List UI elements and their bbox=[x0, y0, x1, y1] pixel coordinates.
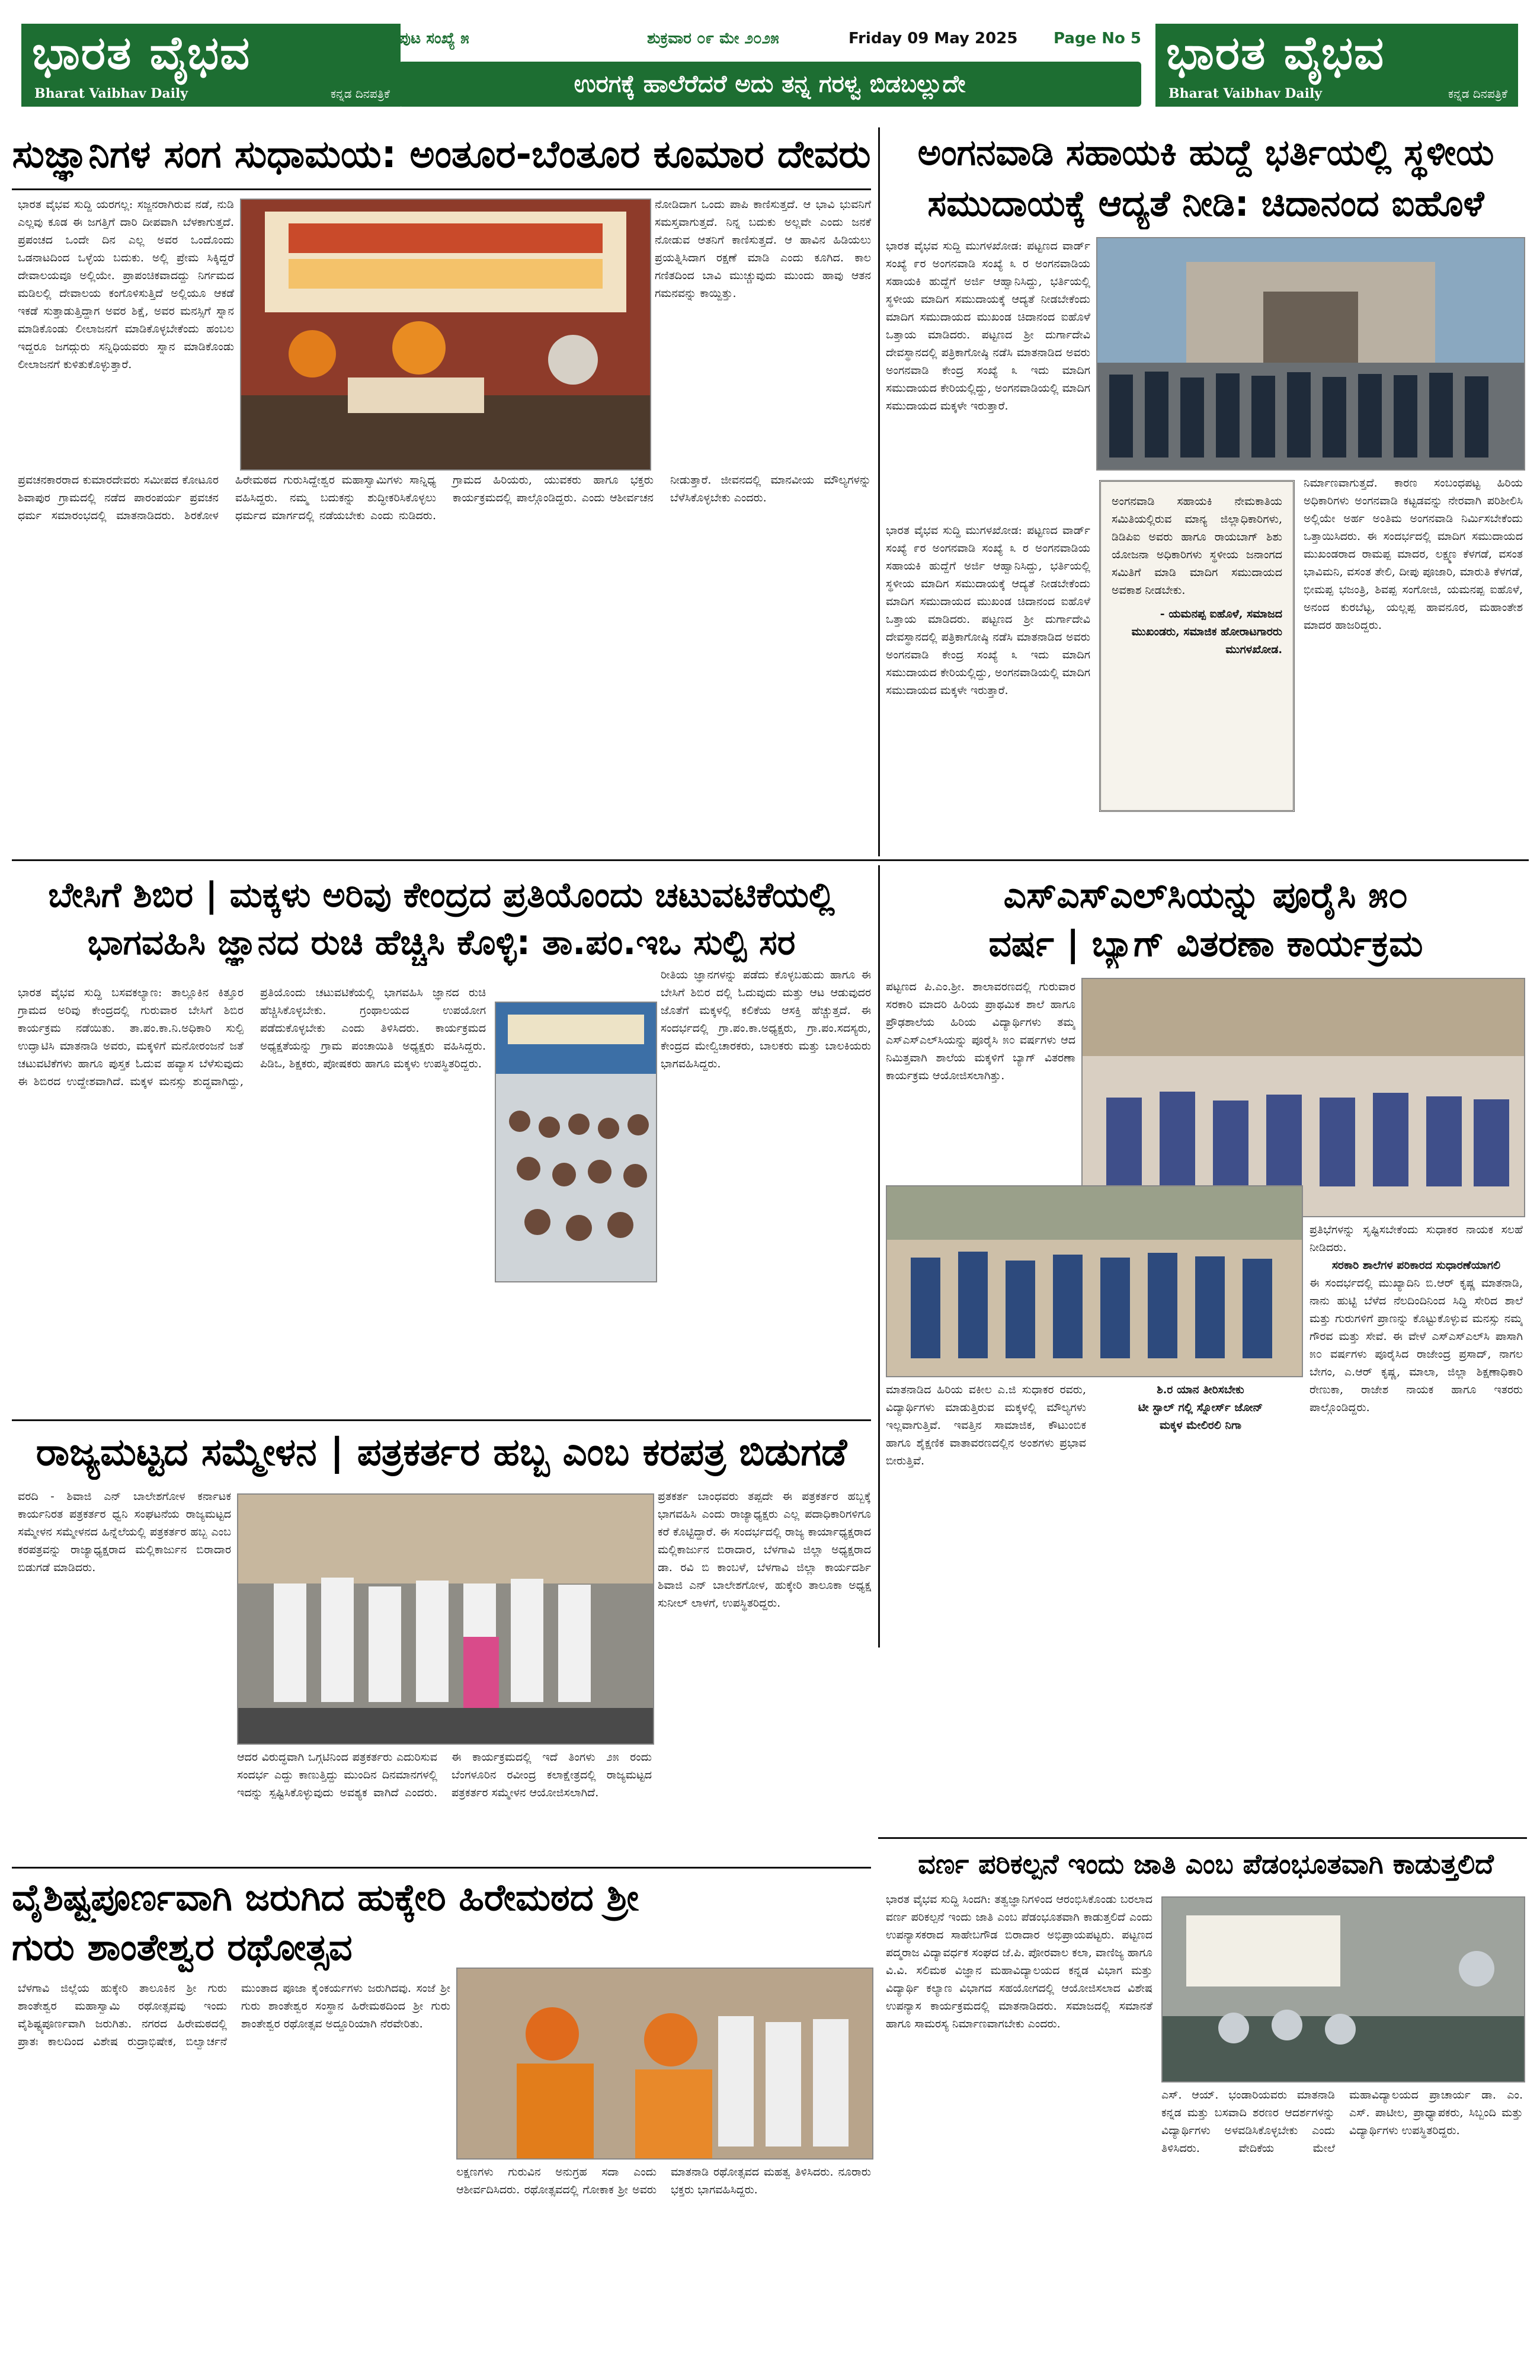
horizontal-divider bbox=[12, 1419, 871, 1421]
headline-a1: ಸುಜ್ಞಾನಿಗಳ ಸಂಗ ಸುಧಾಮಯ: ಅಂತೂರ-ಬೆಂತೂರ ಕೂಮಾರ ದೇವರು bbox=[12, 133, 871, 177]
masthead-subtitle-en-right: Bharat Vaibhav Daily bbox=[1168, 86, 1323, 101]
article-a3-body: ಭಾರತ ವೈಭವ ಸುದ್ದಿ ಬಸವಕಲ್ಯಾಣ: ತಾಲ್ಲೂಕಿನ ಕಿತ್ತೂರ ಗ್ರಾಮದ ಅರಿವು ಕೇಂದ್ರದಲ್ಲಿ ಗುರುವಾರ ಬೇಸಿಗೆ ಶಿಬಿರ ಕಾರ್ಯಕ್ರಮ ನಡೆಯಿತು. ತಾ.ಪಂ.ಕಾ.ನಿ.ಅಧಿಕಾರಿ ಸುಲ್ಪಿ ಉದ್ಘಾಟಿಸಿ ಮಾತನಾಡಿ ಅವರು, ಮಕ್ಕಳಿಗೆ ಮನೋರಂಜನೆ ಜತೆ ಚಟುವಟಿಕೆಗಳು ಹಾಗೂ ಪುಸ್ತಕ ಓದುವ ಹವ್ಯಾಸ ಬೆಳೆಸುವುದು ಈ ಶಿಬಿರದ ಉದ್ದೇಶವಾಗಿದೆ. ಮಕ್ಕಳ ಮನಸ್ಸು ಶುದ್ಧವಾಗಿದ್ದು, ಪ್ರತಿಯೊಂದು ಚಟುವಟಿಕೆಯಲ್ಲಿ ಭಾಗವಹಿಸಿ ಜ್ಞಾನದ ರುಚಿ ಹೆಚ್ಚಿಸಿಕೊಳ್ಳಬೇಕು. ಗ್ರಂಥಾಲಯದ ಉಪಯೋಗ ಪಡೆದುಕೊಳ್ಳಬೇಕು ಎಂದು ತಿಳಿಸಿದರು. ಕಾರ್ಯಕ್ರಮದ ಅಧ್ಯಕ್ಷತೆಯನ್ನು ಗ್ರಾಮ ಪಂಚಾಯಿತಿ ಅಧ್ಯಕ್ಷರು ವಹಿಸಿದ್ದರು. ಪಿಡಿಒ, ಶಿಕ್ಷಕರು, ಪೋಷಕರು ಹಾಗೂ ಮಕ್ಕಳು ಉಪಸ್ಥಿತರಿದ್ದರು. bbox=[18, 986, 486, 1088]
headline-a3-line2: ಭಾಗವಹಿಸಿ ಜ್ಞಾನದ ರುಚಿ ಹೆಚ್ಚಿಸಿ ಕೊಳ್ಳಿ: ತಾ.ಪಂ.ಇಒ ಸುಲ್ಪಿ ಸರ bbox=[87, 922, 796, 962]
article-a4-body: ಪಟ್ಟಣದ ಪಿ.ಎಂ.ಶ್ರೀ. ಶಾಲಾವರಣದಲ್ಲಿ ಗುರುವಾರ ಸರಕಾರಿ ಮಾದರಿ ಹಿರಿಯ ಪ್ರಾಥಮಿಕ ಶಾಲೆ ಹಾಗೂ ಪ್ರೌಢಶಾಲೆಯ ಹಿರಿಯ ವಿದ್ಯಾರ್ಥಿಗಳು ತಮ್ಮ ಎಸ್‌ಎಸ್‌ಎಲ್‌ಸಿಯನ್ನು ಪೂರೈಸಿ ೫೦ ವರ್ಷಗಳು ಆದ ನಿಮಿತ್ತವಾಗಿ ಶಾಲೆಯ ಮಕ್ಕಳಿಗೆ ಬ್ಯಾಗ್ ವಿತರಣಾ ಕಾರ್ಯಕ್ರಮ ಆಯೋಜಿಸಲಾಗಿತ್ತು. bbox=[886, 980, 1075, 1082]
headline-a4-line1: ಎಸ್‌ಎಸ್‌ಎಲ್‌ಸಿಯನ್ನು ಪೂರೈಸಿ ೫೦ bbox=[1003, 875, 1408, 916]
masthead-left bbox=[21, 24, 401, 107]
article-a2-body-mid: ಭಾರತ ವೈಭವ ಸುದ್ದಿ ಮುಗಳಖೋಡ: ಪಟ್ಟಣದ ವಾರ್ಡ್ ಸಂಖ್ಯೆ ೯ರ ಅಂಗನವಾಡಿ ಸಂಖ್ಯೆ ೩ ರ ಅಂಗನವಾಡಿಯ ಸಹಾಯಕಿ ಹುದ್ದೆಗೆ ಅರ್ಜಿ ಆಹ್ವಾನಿಸಿದ್ದು, ಭರ್ತಿಯಲ್ಲಿ ಸ್ಥಳೀಯ ಮಾದಿಗ ಸಮುದಾಯಕ್ಕೆ ಆದ್ಯತೆ ನೀಡಬೇಕೆಂದು ಮಾದಿಗ ಸಮುದಾಯದ ಮುಖಂಡ ಚಿದಾನಂದ ಐಹೊಳೆ ಒತ್ತಾಯ ಮಾಡಿದರು. ಪಟ್ಟಣದ ಶ್ರೀ ದುರ್ಗಾದೇವಿ ದೇವಸ್ಥಾನದಲ್ಲಿ ಪತ್ರಿಕಾಗೋಷ್ಠಿ ನಡೆಸಿ ಮಾತನಾಡಿದ ಅವರು ಅಂಗನವಾಡಿ ಕೇಂದ್ರ ಸಂಖ್ಯೆ ೩ ಇದು ಮಾದಿಗ ಸಮುದಾಯದ ಕೇರಿಯಲ್ಲಿದ್ದು, ಅಂಗನವಾಡಿಯಲ್ಲಿ ಮಾದಿಗ ಸಮುದಾಯದ ಮಕ್ಕಳೇ ಇರುತ್ತಾರೆ. bbox=[886, 524, 1090, 697]
page-number-en: Page No 5 bbox=[1054, 30, 1141, 47]
subhead-2: ಶಿ.ರ ಯಾನ ತೀರಿಸಬೇಕು bbox=[1157, 1383, 1244, 1396]
headline-a7: ವರ್ಣ ಪರಿಕಲ್ಪನೆ ಇಂದು ಜಾತಿ ಎಂಬ ಪೆಡಂಭೂತವಾಗಿ ಕಾಡುತ್ತಲಿದೆ bbox=[918, 1848, 1494, 1880]
masthead-right bbox=[1155, 24, 1518, 107]
subhead-1: ಸರಕಾರಿ ಶಾಲೆಗಳ ಪರಿಕಾರದ ಸುಧಾರಣೆಯಾಗಲಿ bbox=[1331, 1259, 1501, 1272]
masthead-subtitle-kn: ಕನ್ನಡ ದಿನಪತ್ರಿಕೆ bbox=[330, 87, 390, 101]
article-a5-body-left: ವರದಿ - ಶಿವಾಜಿ ಎನ್ ಬಾಲೇಶಗೋಳ ಕರ್ನಾಟಕ ಕಾರ್ಯನಿರತ ಪತ್ರಕರ್ತರ ಧ್ವನಿ ಸಂಘಟನೆಯ ರಾಜ್ಯಮಟ್ಟದ ಸಮ್ಮೇಳನ ಸಮ್ಮೇಳನದ ಹಿನ್ನೆಲೆಯಲ್ಲಿ ಪತ್ರಕರ್ತರ ಹಬ್ಬ ಎಂಬ ಕರಪತ್ರವನ್ನು ರಾಜ್ಯಾಧ್ಯಕ್ಷರಾದ ಮಲ್ಲಿಕಾರ್ಜುನ ಬಿರಾದಾರ ಬಿಡುಗಡೆ ಮಾಡಿದರು. bbox=[18, 1490, 231, 1574]
article-a5-body-right: ಪ್ರತಕರ್ತ ಬಾಂಧವರು ತಪ್ಪದೇ ಈ ಪತ್ರಕರ್ತರ ಹಬ್ಬಕ್ಕೆ ಭಾಗವಹಿಸಿ ಎಂದು ರಾಜ್ಯಾಧ್ಯಕ್ಷರು ಎಲ್ಲ ಪದಾಧಿಕಾರಿಗಳಿಗೂ ಕರೆ ಕೊಟ್ಟಿದ್ದಾರೆ. ಈ ಸಂದರ್ಭದಲ್ಲಿ ರಾಜ್ಯ ಕಾರ್ಯಾಧ್ಯಕ್ಷರಾದ ಮಲ್ಲಿಕಾರ್ಜುನ ಬಿರಾದಾರ, ಬೆಳಗಾವಿ ಜಿಲ್ಲಾ ಅಧ್ಯಕ್ಷರಾದ ಡಾ. ರವಿ ಬಿ ಕಾಂಬಳೆ, ಬೆಳಗಾವಿ ಜಿಲ್ಲಾ ಕಾರ್ಯದರ್ಶಿ ಶಿವಾಜಿ ಎನ್ ಬಾಲೇಶಗೋಳ, ಹುಕ್ಕೇರಿ ತಾಲೂಕಾ ಅಧ್ಯಕ್ಷ ಸುನೀಲ್ ಲಾಳಗೆ, ಉಪಸ್ಥಿತರಿದ್ದರು. bbox=[658, 1490, 871, 1610]
page-number-kn: ಪುಟ ಸಂಖ್ಯೆ ೫ bbox=[398, 30, 469, 47]
masthead-logo-right: ಭಾರತ ವೈಭವ bbox=[1166, 27, 1385, 80]
date-en: Friday 09 May 2025 bbox=[849, 30, 1018, 47]
headline-a2: ಅಂಗನವಾಡಿ ಸಹಾಯಕಿ ಹುದ್ದೆ ಭರ್ತಿಯಲ್ಲಿ ಸ್ಥಳೀಯ ಸಮುದಾಯಕ್ಕೆ ಆದ್ಯತೆ ನೀಡಿ: ಚಿದಾನಂದ ಐಹೊಳೆ bbox=[917, 132, 1494, 225]
masthead-subtitle-kn-right: ಕನ್ನಡ ದಿನಪತ್ರಿಕೆ bbox=[1448, 87, 1507, 101]
column-divider bbox=[878, 127, 880, 856]
article-a2-body-top: ಭಾರತ ವೈಭವ ಸುದ್ದಿ ಮುಗಳಖೋಡ: ಪಟ್ಟಣದ ವಾರ್ಡ್ ಸಂಖ್ಯೆ ೯ರ ಅಂಗನವಾಡಿ ಸಂಖ್ಯೆ ೩ ರ ಅಂಗನವಾಡಿಯ ಸಹಾಯಕಿ ಹುದ್ದೆಗೆ ಅರ್ಜಿ ಆಹ್ವಾನಿಸಿದ್ದು, ಭರ್ತಿಯಲ್ಲಿ ಸ್ಥಳೀಯ ಮಾದಿಗ ಸಮುದಾಯಕ್ಕೆ ಆದ್ಯತೆ ನೀಡಬೇಕೆಂದು ಮಾದಿಗ ಸಮುದಾಯದ ಮುಖಂಡ ಚಿದಾನಂದ ಐಹೊಳೆ ಒತ್ತಾಯ ಮಾಡಿದರು. ಪಟ್ಟಣದ ಶ್ರೀ ದುರ್ಗಾದೇವಿ ದೇವಸ್ಥಾನದಲ್ಲಿ ಪತ್ರಿಕಾಗೋಷ್ಠಿ ನಡೆಸಿ ಮಾತನಾಡಿದ ಅವರು ಅಂಗನವಾಡಿ ಕೇಂದ್ರ ಸಂಖ್ಯೆ ೩ ಇದು ಮಾದಿಗ ಸಮುದಾಯದ ಕೇರಿಯಲ್ಲಿದ್ದು, ಅಂಗನವಾಡಿಯಲ್ಲಿ ಮಾದಿಗ ಸಮುದಾಯದ ಮಕ್ಕಳೇ ಇರುತ್ತಾರೆ. bbox=[886, 239, 1090, 412]
horizontal-divider bbox=[12, 859, 1529, 861]
group-photo bbox=[1096, 237, 1525, 471]
quote-text: ಅಂಗನವಾಡಿ ಸಹಾಯಕಿ ನೇಮಕಾತಿಯ ಸಮಿತಿಯಲ್ಲಿರುವ ಮಾನ್ಯ ಜಿಲ್ಲಾಧಿಕಾರಿಗಳು, ಡಿಡಿಪಿಐ ಅವರು ಹಾಗೂ ರಾಯಬಾಗ್ ಶಿಶು ಯೋಜನಾ ಅಧಿಕಾರಿಗಳು ಸ್ಥಳೀಯ ಜನಾಂಗದ ಸಮಿತಿಗೆ ಮಾಡಿ ಮಾದಿಗ ಸಮುದಾಯದ ಅವಕಾಶ ನೀಡಬೇಕು. bbox=[1112, 495, 1282, 597]
headline-a5: ರಾಜ್ಯಮಟ್ಟದ ಸಮ್ಮೇಳನ | ಪತ್ರಕರ್ತರ ಹಬ್ಬ ಎಂಬ ಕರಪತ್ರ ಬಿಡುಗಡೆ bbox=[36, 1431, 847, 1474]
horizontal-divider bbox=[12, 1867, 871, 1869]
headline-a4-line2: ವರ್ಷ | ಬ್ಯಾಗ್ ವಿತರಣಾ ಕಾರ್ಯಕ್ರಮ bbox=[988, 923, 1423, 965]
masthead-subtitle-en: Bharat Vaibhav Daily bbox=[34, 86, 188, 101]
issue-info-bar bbox=[398, 24, 1141, 60]
article-a1-lower: ಪ್ರವಚನಕಾರರಾದ ಕುಮಾರದೇವರು ಸಮೀಪದ ಕೋಟೂರ ಶಿವಾಪುರ ಗ್ರಾಮದಲ್ಲಿ ನಡೆದ ಪಾರಂಪರ್ಯ ಪ್ರವಚನ ಧರ್ಮ ಸಮಾರಂಭದಲ್ಲಿ ಮಾತನಾಡಿದರು. ಶಿರಕೋಳ ಹಿರೇಮಠದ ಗುರುಸಿದ್ದೇಶ್ವರ ಮಹಾಸ್ವಾಮಿಗಳು ಸಾನ್ನಿಧ್ಯ ವಹಿಸಿದ್ದರು. ನಮ್ಮ ಬದುಕನ್ನು ಶುದ್ಧೀಕರಿಸಿಕೊಳ್ಳಲು ಧರ್ಮದ ಮಾರ್ಗದಲ್ಲಿ ನಡೆಯಬೇಕು ಎಂದು ನುಡಿದರು. ಗ್ರಾಮದ ಹಿರಿಯರು, ಯುವಕರು ಹಾಗೂ ಭಕ್ತರು ಕಾರ್ಯಕ್ರಮದಲ್ಲಿ ಪಾಲ್ಗೊಂಡಿದ್ದರು. ಎಂದು ಆಶೀರ್ವಚನ ನೀಡುತ್ತಾರೆ. ಜೀವನದಲ್ಲಿ ಮಾನವೀಯ ಮೌಲ್ಯಗಳನ್ನು ಬೆಳೆಸಿಕೊಳ್ಳಬೇಕು ಎಂದರು. bbox=[18, 474, 871, 522]
article-a5-body-mid: ಆದರ ವಿರುದ್ಧವಾಗಿ ಒಗ್ಗಟಿನಿಂದ ಪತ್ರಕರ್ತರು ಎದುರಿಸುವ ಸಂದರ್ಭ ಎದ್ದು ಕಾಣುತ್ತಿದ್ದು ಮುಂದಿನ ದಿನಮಾನಗಳಲ್ಲಿ ಇದನ್ನು ಸ್ಪಷ್ಟಿಸಿಕೊಳ್ಳುವುದು ಅವಶ್ಯಕ ವಾಗಿದೆ ಎಂದರು. ಈ ಕಾರ್ಯಕ್ರಮದಲ್ಲಿ ಇದೆ ತಿಂಗಳು ೨೫ ರಂದು ಬೆಂಗಳೂರಿನ ರವೀಂದ್ರ ಕಲಾಕ್ಷೇತ್ರದಲ್ಲಿ ರಾಜ್ಯಮಟ್ಟದ ಪತ್ರಕರ್ತರ ಸಮ್ಮೇಳನ ಆಯೋಜಿಸಲಾಗಿದೆ. bbox=[237, 1751, 652, 1799]
subhead-4: ಮಕ್ಕಳ ಮೇಲಿರಲಿ ನಿಗಾ bbox=[1159, 1419, 1242, 1432]
article-a7-body: ಭಾರತ ವೈಭವ ಸುದ್ದಿ ಸಿಂದಗಿ: ತತ್ವಜ್ಞಾನಿಗಳಿಂದ ಆರಂಭಿಸಿಕೊಂಡು ಬರಲಾದ ವರ್ಣ ಪರಿಕಲ್ಪನೆ ಇಂದು ಜಾತಿ ಎಂಬ ಪೆಡಂಭೂತವಾಗಿ ಕಾಡುತ್ತಲಿದೆ ಎಂದು ಉಪನ್ಯಾಸಕರಾದ ಸಾಹೇಬಗೌಡ ಬಿರಾದಾರ ಅಭಿಪ್ರಾಯಪಟ್ಟರು. ಪಟ್ಟಣದ ಪದ್ಮರಾಜ ವಿದ್ಯಾವರ್ಧಕ ಸಂಘದ ಜೆ.ಪಿ. ಪೋರವಾಲ ಕಲಾ, ವಾಣಿಜ್ಯ ಹಾಗೂ ವಿ.ವಿ. ಸಲಿಮಠ ವಿಜ್ಞಾನ ಮಹಾವಿದ್ಯಾಲಯದ ಕನ್ನಡ ವಿಭಾಗ ಮತ್ತು ವಿದ್ಯಾರ್ಥಿ ಕಲ್ಯಾಣ ವಿಭಾಗದ ಸಹಯೋಗದಲ್ಲಿ ಆಯೋಜಿಸಲಾದ ವಿಶೇಷ ಉಪನ್ಯಾಸ ಕಾರ್ಯಕ್ರಮದಲ್ಲಿ ಮಾತನಾಡಿದರು. ಸಮಾಜದಲ್ಲಿ ಸಮಾನತೆ ಹಾಗೂ ಸಾಮರಸ್ಯ ನಿರ್ಮಾಣವಾಗಬೇಕು ಎಂದರು. bbox=[886, 1893, 1152, 2030]
article-a2-body-bottom: ನಿರ್ಮಾಣವಾಗುತ್ತದೆ. ಕಾರಣ ಸಂಬಂಧಪಟ್ಟ ಹಿರಿಯ ಅಧಿಕಾರಿಗಳು ಅಂಗನವಾಡಿ ಕಟ್ಟಡವನ್ನು ನೇರವಾಗಿ ಪರಿಶೀಲಿಸಿ ಅಲ್ಲಿಯೇ ಅರ್ಹ ಅಂತಿಮ ಅಂಗನವಾಡಿ ನಿರ್ಮಿಸಬೇಕೆಂದು ಒತ್ತಾಯಿಸಿದರು. ಈ ಸಂದರ್ಭದಲ್ಲಿ ಮಾದಿಗ ಸಮುದಾಯದ ಮುಖಂಡರಾದ ರಾಮಪ್ಪ ಮಾದರ, ಲಕ್ಷ್ಮಣ ಕೆಳಗಡೆ, ವಸಂತ ಭಾವಿಮನಿ, ವಸಂತ ತೇಲಿ, ದೀಪು ಪೂಜಾರಿ, ಮಾರುತಿ ಕೆಳಗಡೆ, ಭೀಮಪ್ಪ ಭಜಂತ್ರಿ, ಶಿವಪ್ಪ ಸಂಗೋಜಿ, ಯಮನಪ್ಪ ಐಹೊಳೆ, ಅನಂದ ಕುರಬೆಟ್ಟ, ಯಲ್ಲಪ್ಪ ಹಾವನೂರ, ಮಹಾಂತೇಶ ಮಾದರ ಹಾಜರಿದ್ದರು. bbox=[1304, 476, 1523, 632]
lecture-photo bbox=[1161, 1896, 1525, 2082]
date-kn: ಶುಕ್ರವಾರ ೦೯ ಮೇ ೨೦೨೫ bbox=[647, 30, 779, 47]
bag-distribution-photo bbox=[1081, 978, 1525, 1217]
article-a4-caption-block bbox=[1310, 1221, 1523, 1648]
students-photo bbox=[886, 1185, 1303, 1377]
article-a4-body2: ಈ ಸಂದರ್ಭದಲ್ಲಿ ಮುಖ್ಯಾದಿನಿ ಬಿ.ಆರ್ ಕೃಷ್ಣ ಮಾತನಾಡಿ, ನಾನು ಹುಟ್ಟಿ ಬೆಳೆದ ನೆಲದಿಂದಿನಿಂದ ಸಿದ್ಧಿ ಸೇರಿದ ಶಾಲೆ ಮತ್ತು ಗುರುಗಳಿಗೆ ಪ್ರಾಣನ್ನು ಕೊಟ್ಟುಕೊಳ್ಳುವ ಮನಸ್ಸು ನಮ್ಮ ಗೌರವ ಮತ್ತು ಸೇವೆ. ಈ ವೇಳೆ ಎಸ್‌ಎಸ್‌ಎಲ್‌ಸಿ ಪಾಸಾಗಿ ೫೦ ವರ್ಷಗಳು ಪೂರೈಸಿದ ರಾಜೇಂದ್ರ ಪ್ರಸಾದ್, ನಾಗಲ ಬೇಗಂ, ಎ.ಆರ್ ಕೃಷ್ಣ, ಮಾಲಾ, ಜಿಲ್ಲಾ ಶಿಕ್ಷಣಾಧಿಕಾರಿ ರೇಣುಕಾ, ರಾಜೇಶ ನಾಯಕ ಹಾಗೂ ಇತರರು ಪಾಲ್ಗೊಂಡಿದ್ದರು. bbox=[1310, 1277, 1523, 1414]
horizontal-divider bbox=[878, 1837, 1527, 1839]
article-a3-body-right: ರೀತಿಯ ಜ್ಞಾನಗಳನ್ನು ಪಡೆದು ಕೊಳ್ಳಬಹುದು ಹಾಗೂ ಈ ಬೇಸಿಗೆ ಶಿಬಿರ ದಲ್ಲಿ ಓದುವುದು ಮತ್ತು ಆಟ ಆಡುವುದರ ಜೊತೆಗೆ ಮಕ್ಕಳಲ್ಲಿ ಕಲಿಕೆಯ ಆಸಕ್ತಿ ಹೆಚ್ಚುತ್ತದೆ. ಈ ಸಂದರ್ಭದಲ್ಲಿ ಗ್ರಾ.ಪಂ.ಕಾ.ಅಧ್ಯಕ್ಷರು, ಗ್ರಾ.ಪಂ.ಸದಸ್ಯರು, ಕೇಂದ್ರದ ಮೇಲ್ವಿಚಾರಕರು, ಬಾಲಕರು ಮತ್ತು ಬಾಲಕಿಯರು ಭಾಗವಹಿಸಿದ್ದರು. bbox=[661, 968, 871, 1070]
masthead-logo: ಭಾರತ ವೈಭವ bbox=[32, 27, 251, 80]
headline-a6-line2: ಗುರು ಶಾಂತೇಶ್ವರ ರಥೋತ್ಸವ bbox=[12, 1925, 353, 1969]
article-a6-body-right: ಲಕ್ಷಣಗಳು ಗುರುವಿನ ಅನುಗ್ರಹ ಸದಾ ಎಂದು ಆಶೀರ್ವದಿಸಿದರು. ರಥೋತ್ಸವದಲ್ಲಿ ಗೋಕಾಕ ಶ್ರೀ ಅವರು ಮಾತನಾಡಿ ರಥೋತ್ಸವದ ಮಹತ್ವ ತಿಳಿಸಿದರು. ನೂರಾರು ಭಕ್ತರು ಭಾಗವಹಿಸಿದ್ದರು. bbox=[456, 2165, 871, 2196]
pamphlet-release-photo bbox=[237, 1493, 654, 1745]
article-a6-body: ಬೆಳಗಾವಿ ಜಿಲ್ಲೆಯ ಹುಕ್ಕೇರಿ ತಾಲೂಕಿನ ಶ್ರೀ ಗುರು ಶಾಂತೇಶ್ವರ ಮಹಾಸ್ವಾಮಿ ರಥೋತ್ಸವವು ಇಂದು ವೈಶಿಷ್ಟ್ಯಪೂರ್ಣವಾಗಿ ಜರುಗಿತು. ನಗರದ ಹಿರೇಮಠದಲ್ಲಿ ಪ್ರಾತಃ ಕಾಲದಿಂದ ವಿಶೇಷ ರುದ್ರಾಭಿಷೇಕ, ಬಿಲ್ವಾರ್ಚನೆ ಮುಂತಾದ ಪೂಜಾ ಕೈಂಕರ್ಯಗಳು ಜರುಗಿದವು. ಸಂಜೆ ಶ್ರೀ ಗುರು ಶಾಂತೇಶ್ವರ ಸಂಸ್ಥಾನ ಹಿರೇಮಠದಿಂದ ಶ್ರೀ ಗುರು ಶಾಂತೇಶ್ವರ ರಥೋತ್ಸವ ಅದ್ದೂರಿಯಾಗಿ ನೆರವೇರಿತು. bbox=[18, 1982, 450, 2048]
article-a1-col1: ಭಾರತ ವೈಭವ ಸುದ್ದಿ ಯರಗಲ್ಲ: ಸಜ್ಜನರಾಗಿರುವ ನಡೆ, ನುಡಿ ಎಲ್ಲವು ಕೂಡ ಈ ಜಗತ್ತಿಗೆ ದಾರಿ ದೀಪವಾಗಿ ಬೆಳಕಾಗುತ್ತದೆ. ಪ್ರಪಂಚದ ಒಂದೇ ದಿನ ಎಲ್ಲ ಅವರ ಒಂದೊಂದು ಒಡನಾಟದಿಂದ ಒಳ್ಳೆಯ ಬದುಕು. ಅಲ್ಲಿ ಪ್ರೇಮ ಸಿಕ್ಕಿದ್ದರೆ ದೇವಾಲಯವೂ ಅಲ್ಲಿಯೇ. ಪ್ರಾಪಂಚಿಕವಾದದ್ದು ನಿರ್ಗಮದ ಮಡಿಲಲ್ಲಿ ದೇವಾಲಯ ಕಂಗೊಳಿಸುತ್ತಿದೆ ಅಲ್ಲಿಯೂ ಆಕಡೆ ಇಕಡೆ ಸುತ್ತಾಡುತ್ತಿದ್ದಾಗ ಅವರ ಶಿಕ್ಷೆ, ಅವರ ಮನಸ್ಸಿಗೆ ಸ್ನಾನ ಮಾಡಿಕೊಂಡು ಲೀಲಾಜನಗೆ ಮಾಡಿಕೊಳ್ಳಬೇಕೆಂದು ಹಂಬಲ ಇದ್ದರೂ ಜಗದ್ಗುರು ಸನ್ನಿಧಿಯವರು ಸ್ನಾನ ಮಾಡಿಕೊಂಡು ಲೀಲಾಜನಗೆ ಕುಳಿತುಕೊಳ್ಳುತ್ತಾರೆ. bbox=[18, 198, 234, 371]
article-a4-lower bbox=[886, 1381, 1301, 1831]
article-a7-body-right: ಎಸ್. ಆಯ್. ಭಂಡಾರಿಯವರು ಮಾತನಾಡಿ ಕನ್ನಡ ಮತ್ತು ಬಸವಾದಿ ಶರಣರ ಆದರ್ಶಗಳನ್ನು ವಿದ್ಯಾರ್ಥಿಗಳು ಅಳವಡಿಸಿಕೊಳ್ಳಬೇಕು ಎಂದು ತಿಳಿಸಿದರು. ವೇದಿಕೆಯ ಮೇಲೆ ಮಹಾವಿದ್ಯಾಲಯದ ಪ್ರಾಚಾರ್ಯ ಡಾ. ಎಂ. ಎಸ್. ಪಾಟೀಲ, ಪ್ರಾಧ್ಯಾಪಕರು, ಸಿಬ್ಬಂದಿ ಮತ್ತು ವಿದ್ಯಾರ್ಥಿಗಳು ಉಪಸ್ಥಿತರಿದ್ದರು. bbox=[1161, 2088, 1523, 2155]
quote-signature: - ಯಮನಪ್ಪ ಐಹೊಳೆ, ಸಮಾಜದ ಮುಖಂಡರು, ಸಮಾಜಿಕ ಹೋರಾಟಗಾರರು ಮುಗಳಖೋಡ. bbox=[1131, 607, 1282, 656]
article-a1-col2: ನೋಡಿದಾಗ ಒಂದು ಪಾಪಿ ಕಾಣಿಸುತ್ತದೆ. ಆ ಭಾವಿ ಭುವನಿಗೆ ಸಮಸ್ತವಾಗುತ್ತದೆ. ನಿನ್ನ ಬದುಕು ಅಲ್ಲವೇ ಎಂದು ಜನಕೆ ನೋಡುವ ಆತನಿಗೆ ಕಾಣಿಸುತ್ತದೆ. ಆ ಹಾವಿನ ಹಿಡಿಯಲು ಪ್ರಯತ್ನಿಸಿದಾಗ ರಕ್ಷಣೆ ಮಾಡಿ ಎಂದು ಕೂಗಿದ. ಕಾಲ ಗಣಿತದಿಂದ ಬಾವಿ ಮುಚ್ಚುವುದು ಮುಂದು ಹಾವು ಆತನ ಗಮನವನ್ನು ಕಾಯ್ದಿತ್ತು. bbox=[655, 198, 871, 300]
rathotsava-photo bbox=[456, 1968, 873, 2160]
seminar-stage-photo bbox=[240, 199, 651, 471]
headline-a3-line1: ಬೇಸಿಗೆ ಶಿಬಿರ | ಮಕ್ಕಳು ಅರಿವು ಕೇಂದ್ರದ ಪ್ರತಿಯೊಂದು ಚಟುವಟಿಕೆಯಲ್ಲಿ bbox=[48, 875, 835, 915]
tagline-banner: ಉರಗಕ್ಕೆ ಹಾಲೆರೆದರೆ ಅದು ತನ್ನ ಗರಳ್ವ ಬಿಡಬಲ್ಲುದೇ bbox=[398, 62, 1141, 107]
article-a4-body3: ಮಾತನಾಡಿದ ಹಿರಿಯ ವಕೀಲ ಎ.ಜಿ ಸುಧಾಕರ ರವರು, ವಿದ್ಯಾರ್ಥಿಗಳು ಮಾಡುತ್ತಿರುವ ಮಕ್ಕಳಲ್ಲಿ ಮೌಲ್ಯಗಳು ಇಲ್ಲವಾಗುತ್ತಿವೆ. ಇವತ್ತಿನ ಸಾಮಾಜಿಕ, ಕೌಟುಂಬಿಕ ಹಾಗೂ ಶೈಕ್ಷಣಿಕ ವಾತಾವರಣದಲ್ಲಿನ ಅಂಶಗಳು ಪ್ರಭಾವ ಬೀರುತ್ತಿವೆ. bbox=[886, 1383, 1086, 1467]
library-camp-photo bbox=[495, 1002, 657, 1282]
column-divider bbox=[878, 865, 880, 1648]
subhead-3: ಟೀ ಸ್ಟಾಲ್ ಗಲ್ಲಿ ಸ್ನೋರ್ಸ್ ಜೋನ್ bbox=[1138, 1401, 1263, 1414]
quote-box bbox=[1099, 480, 1295, 812]
headline-a6-line1: ವೈಶಿಷ್ಟ್ಯಪೂರ್ಣವಾಗಿ ಜರುಗಿದ ಹುಕ್ಕೇರಿ ಹಿರೇಮಠದ ಶ್ರೀ bbox=[12, 1876, 639, 1919]
photo-caption: ಪ್ರತಿಭೆಗಳನ್ನು ಸೃಷ್ಟಿಸಬೇಕೆಂದು ಸುಧಾಕರ ನಾಯಕ ಸಲಹೆ ನೀಡಿದರು. bbox=[1310, 1223, 1523, 1254]
divider bbox=[12, 188, 871, 190]
